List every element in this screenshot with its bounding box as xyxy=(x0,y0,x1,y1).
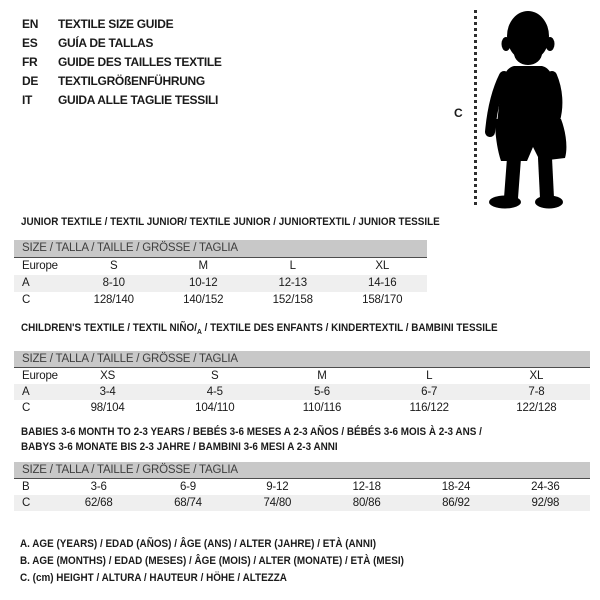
age-cell: 5-6 xyxy=(313,386,330,399)
height-cell: 152/158 xyxy=(272,294,313,306)
height-cell: 110/116 xyxy=(302,402,342,415)
language-code: FR xyxy=(22,55,38,69)
table-row-age xyxy=(14,275,427,292)
height-cell: 68/74 xyxy=(174,497,202,509)
size-header-label: SIZE / TALLA / TAILLE / GRÖSSE / TAGLIA xyxy=(22,353,238,366)
age-cell: 14-16 xyxy=(368,277,397,289)
size-cell: XL xyxy=(375,260,390,272)
language-row xyxy=(22,72,222,91)
row-label: A xyxy=(22,386,30,399)
note-age-months: B. AGE (MONTHS) / EDAD (MESES) / ÂGE (MOIS) / ALTER (MONATE) / ETÀ (MESI) xyxy=(20,555,404,567)
language-code: IT xyxy=(22,93,33,107)
row-label: Europe xyxy=(22,370,58,383)
row-label: C xyxy=(22,497,31,509)
height-cell: 140/152 xyxy=(183,294,224,306)
note-height: C. (cm) HEIGHT / ALTURA / HAUTEUR / HÖHE / ALTEZZA xyxy=(20,572,287,584)
table-row-height xyxy=(14,495,590,511)
size-cell: XL xyxy=(529,370,544,383)
age-cell: 6-7 xyxy=(421,386,438,399)
age-cell: 3-4 xyxy=(99,386,116,399)
height-cell: 92/98 xyxy=(531,497,560,509)
height-cell: 158/170 xyxy=(362,294,403,306)
row-label: C xyxy=(22,294,31,306)
language-row xyxy=(22,53,222,72)
table-row-height xyxy=(14,400,590,416)
months-cell: 24-36 xyxy=(531,481,560,493)
title-subscript: A xyxy=(196,327,202,337)
language-label: GUIDA ALLE TAGLIE TESSILI xyxy=(58,93,219,107)
table-row-months xyxy=(14,479,590,495)
language-label: GUÍA DE TALLAS xyxy=(58,36,154,50)
size-cell: L xyxy=(426,370,433,383)
language-row xyxy=(22,15,222,34)
baby-silhouette-icon xyxy=(484,8,576,210)
age-cell: 8-10 xyxy=(102,277,125,289)
height-cell: 74/80 xyxy=(263,497,292,509)
babies-title-line1: BABIES 3-6 MONTH TO 2-3 YEARS / BEBÉS 3-6 MESES A 2-3 AÑOS / BÉBÉS 3-6 MOIS À 2-3 ANS / xyxy=(21,426,482,438)
height-cell: 98/104 xyxy=(90,402,125,415)
months-cell: 3-6 xyxy=(90,481,107,493)
size-header-bar xyxy=(14,240,427,258)
height-cell: 86/92 xyxy=(442,497,470,509)
title-part: CHILDREN'S TEXTILE / TEXTIL NIÑO/ xyxy=(21,322,197,334)
language-row xyxy=(22,91,222,110)
row-label: C xyxy=(22,402,31,415)
language-code: DE xyxy=(22,74,39,88)
row-label: A xyxy=(22,277,30,289)
height-measure-label: C xyxy=(454,106,463,120)
language-label: TEXTILE SIZE GUIDE xyxy=(58,17,174,31)
row-label: Europe xyxy=(22,260,58,272)
height-cell: 62/68 xyxy=(84,497,113,509)
age-cell: 7-8 xyxy=(528,386,545,399)
height-cell: 104/110 xyxy=(195,402,235,415)
age-cell: 12-13 xyxy=(278,277,307,289)
table-row-europe xyxy=(14,258,427,275)
babies-title-line2: BABYS 3-6 MONATE BIS 2-3 JAHRE / BAMBINI 3-6 MESI A 2-3 ANNI xyxy=(21,441,338,453)
height-cell: 116/122 xyxy=(409,402,449,415)
table-row-height xyxy=(14,292,427,309)
size-header-bar xyxy=(14,351,590,368)
language-row xyxy=(22,34,222,53)
title-part: / TEXTILE DES ENFANTS / KINDERTEXTIL / BAMBINI TESSILE xyxy=(201,322,498,334)
babies-textile-section xyxy=(14,425,590,511)
height-measure-figure xyxy=(450,6,582,214)
size-header-label: SIZE / TALLA / TAILLE / GRÖSSE / TAGLIA xyxy=(22,464,238,476)
height-cell: 128/140 xyxy=(93,294,134,306)
age-cell: 4-5 xyxy=(206,386,223,399)
age-cell: 10-12 xyxy=(189,277,218,289)
months-cell: 18-24 xyxy=(441,481,471,493)
size-cell: S xyxy=(211,370,219,383)
legend-notes xyxy=(20,536,447,587)
size-cell: S xyxy=(110,260,118,272)
size-cell: M xyxy=(198,260,208,272)
size-cell: XS xyxy=(100,370,116,383)
height-cell: 122/128 xyxy=(516,402,557,415)
size-header-bar xyxy=(14,462,590,479)
months-cell: 6-9 xyxy=(179,481,196,493)
language-code: ES xyxy=(22,36,38,50)
junior-textile-title: JUNIOR TEXTILE / TEXTIL JUNIOR/ TEXTILE JUNIOR / JUNIORTEXTIL / JUNIOR TESSILE xyxy=(21,216,440,228)
language-label: TEXTILGRÖßENFÜHRUNG xyxy=(58,74,205,88)
language-list xyxy=(22,15,222,110)
note-age-years: A. AGE (YEARS) / EDAD (AÑOS) / ÂGE (ANS) / ALTER (JAHRE) / ETÀ (ANNI) xyxy=(20,538,377,550)
height-dotted-line xyxy=(474,10,477,208)
size-cell: L xyxy=(289,260,296,272)
row-label: B xyxy=(22,481,30,493)
childrens-textile-section xyxy=(14,322,590,416)
language-code: EN xyxy=(22,17,39,31)
size-cell: M xyxy=(317,370,327,383)
months-cell: 12-18 xyxy=(352,481,381,493)
table-row-europe xyxy=(14,368,590,384)
language-label: GUIDE DES TAILLES TEXTILE xyxy=(58,55,222,69)
months-cell: 9-12 xyxy=(266,481,289,493)
junior-textile-section xyxy=(14,216,440,309)
size-header-label: SIZE / TALLA / TAILLE / GRÖSSE / TAGLIA xyxy=(22,242,238,254)
table-row-age xyxy=(14,384,590,400)
height-cell: 80/86 xyxy=(352,497,381,509)
childrens-textile-title xyxy=(21,322,533,338)
